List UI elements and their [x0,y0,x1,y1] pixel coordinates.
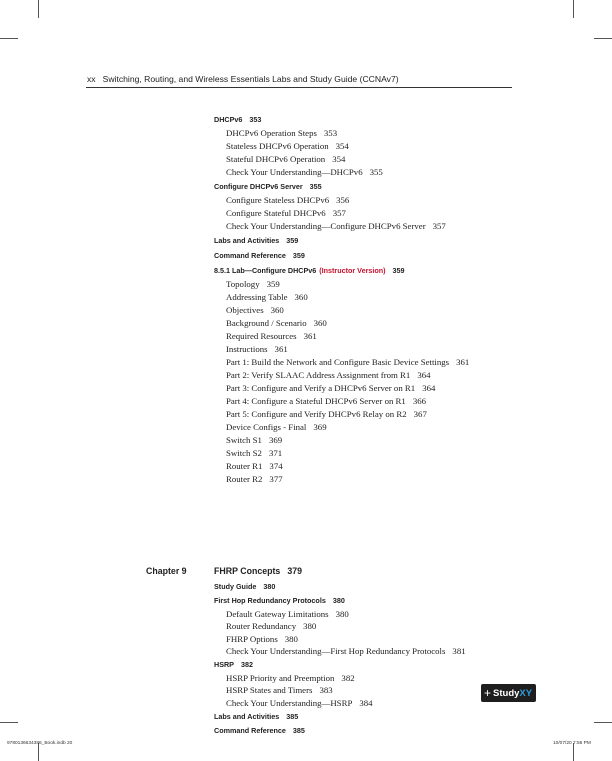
entry-title: Topology [226,279,260,289]
entry-title: Background / Scenario [226,318,307,328]
entry-title: Router R2 [226,474,263,484]
entry-page: 355 [369,167,383,177]
entry-title: Stateless DHCPv6 Operation [226,141,329,151]
entry-page: 367 [413,409,427,419]
entry-title: Stateful DHCPv6 Operation [226,154,326,164]
toc-section [214,115,261,124]
crop-mark [38,0,39,18]
toc-section [214,236,298,245]
toc-entry [226,646,466,656]
entry-page: 381 [452,646,466,656]
entry-page: 354 [332,154,346,164]
entry-title: Switch S1 [226,435,262,445]
toc-entry [226,435,282,445]
toc-entry [226,305,284,315]
crop-mark [594,38,612,39]
toc-entry [226,128,337,138]
page-number: xx [87,74,96,84]
toc-section [214,712,298,721]
entry-title: Default Gateway Limitations [226,608,329,619]
entry-page: 359 [392,266,405,275]
toc-entry [226,208,346,218]
toc-entry [226,279,280,289]
entry-title: Configure Stateless DHCPv6 [226,195,330,205]
entry-page: 359 [286,236,299,245]
toc-entry [226,292,308,302]
toc-entry [226,409,427,419]
entry-page: 355 [309,182,322,191]
entry-page: 369 [313,422,327,432]
entry-title: Part 5: Configure and Verify DHCPv6 Relay on R2 [226,409,407,419]
entry-page: 380 [263,582,276,591]
toc-entry [226,673,355,683]
entry-page: 357 [432,221,446,231]
entry-title: Configure Stateful DHCPv6 [226,208,326,218]
entry-page: 384 [359,697,373,708]
toc-section [214,251,305,260]
studyxy-logo [481,684,536,702]
entry-title: Check Your Understanding—HSRP [226,697,353,708]
entry-page: 357 [332,208,346,218]
entry-title: Check Your Understanding—First Hop Redundancy Protocols [226,646,446,656]
entry-title: Required Resources [226,331,297,341]
chapter-heading [214,566,302,576]
toc-entry [226,167,383,177]
toc-entry [226,221,446,231]
entry-title: Part 1: Build the Network and Configure Basic Device Settings [226,357,450,367]
toc-entry [226,370,431,380]
entry-title: HSRP Priority and Preemption [226,672,335,683]
entry-page: 360 [313,318,327,328]
toc-entry [226,141,349,151]
entry-page: 377 [269,474,283,484]
toc-section [214,182,322,191]
toc-entry [226,195,349,205]
entry-title: DHCPv6 Operation Steps [226,128,317,138]
toc-entry [226,344,288,354]
entry-title: Router Redundancy [226,621,297,632]
toc-entry [226,448,282,458]
entry-page: 369 [268,435,283,445]
entry-title: Part 4: Configure a Stateful DHCPv6 Server on R1 [226,396,406,406]
entry-page: 360 [270,305,284,315]
entry-page: 361 [303,331,317,341]
entry-page: 380 [303,621,317,632]
entry-title: Part 2: Verify SLAAC Address Assignment from R1 [226,370,411,380]
entry-page: 359 [292,251,305,260]
entry-page: 380 [284,633,298,644]
entry-page: 353 [249,115,262,124]
plus-icon: + [484,686,492,700]
toc-entry [226,634,298,644]
running-header [87,74,399,84]
entry-page: 356 [336,195,350,205]
entry-page: 371 [268,448,283,458]
entry-title: Router R1 [226,461,263,471]
entry-page: 364 [422,383,436,393]
chapter-title: FHRP Concepts [214,566,281,576]
entry-title: Command Reference [214,251,286,260]
entry-title: Objectives [226,305,264,315]
entry-title: DHCPv6 [214,115,243,124]
toc-entry [226,474,283,484]
crop-mark [0,722,18,723]
logo-word: Study [493,687,520,699]
entry-page: 374 [269,461,283,471]
toc-entry [226,609,349,619]
entry-title: Device Configs - Final [226,422,307,432]
chapter-page: 379 [287,566,302,576]
toc-entry [226,383,435,393]
toc-entry [226,422,327,432]
toc-entry [226,685,333,695]
toc-entry [226,698,373,708]
entry-title: Part 3: Configure and Verify a DHCPv6 Server on R1 [226,383,416,393]
entry-title: Check Your Understanding—Configure DHCPv6 Server [226,221,426,231]
entry-title: Labs and Activities [214,236,280,245]
entry-title: Configure DHCPv6 Server [214,182,303,191]
toc-entry [226,154,345,164]
toc-section [214,582,275,591]
toc-section [214,726,305,735]
toc-entry [226,331,317,341]
footer-date: 10/07/20 7:56 PM [553,741,591,746]
crop-mark [594,722,612,723]
entry-page: 353 [323,128,338,138]
entry-page: 382 [240,660,253,670]
entry-page: 385 [286,712,299,721]
entry-title: HSRP [214,660,234,670]
entry-page: 354 [335,141,349,151]
entry-title: HSRP States and Timers [226,685,313,696]
toc-section [214,266,405,275]
toc-entry [226,396,426,406]
entry-page: 380 [332,596,345,606]
entry-page: 380 [335,608,349,619]
crop-mark [0,38,18,39]
entry-title: Addressing Table [226,292,288,302]
header-rule [86,87,512,88]
toc-entry [226,621,316,631]
toc-section [214,660,253,669]
entry-page: 361 [274,344,288,354]
entry-page: 383 [319,685,333,696]
entry-title: First Hop Redundancy Protocols [214,596,326,606]
instructor-version-tag: (Instructor Version) [319,266,386,275]
entry-title: FHRP Options [226,633,278,644]
entry-title: 8.5.1 Lab—Configure DHCPv6 [214,266,317,275]
entry-page: 382 [341,672,355,683]
entry-title: Study Guide [214,582,257,591]
entry-page: 359 [266,279,280,289]
toc-entry [226,318,327,328]
toc-entry [226,461,283,471]
entry-title: Switch S2 [226,448,262,458]
toc-section [214,596,345,605]
entry-title: Command Reference [214,726,286,736]
entry-title: Check Your Understanding—DHCPv6 [226,167,363,177]
entry-page: 360 [294,292,308,302]
crop-mark [573,0,574,18]
entry-title: Labs and Activities [214,712,280,721]
toc-entry [226,357,469,367]
running-title: Switching, Routing, and Wireless Essentials Labs and Study Guide (CCNAv7) [102,74,399,84]
logo-accent: XY [519,687,533,699]
entry-title: Instructions [226,344,268,354]
chapter-label: Chapter 9 [146,566,187,576]
entry-page: 361 [456,357,470,367]
entry-page: 364 [417,370,431,380]
footer-file: 9780136634386_Book.indb 20 [7,741,73,746]
entry-page: 366 [412,396,427,406]
entry-page: 385 [292,726,305,736]
